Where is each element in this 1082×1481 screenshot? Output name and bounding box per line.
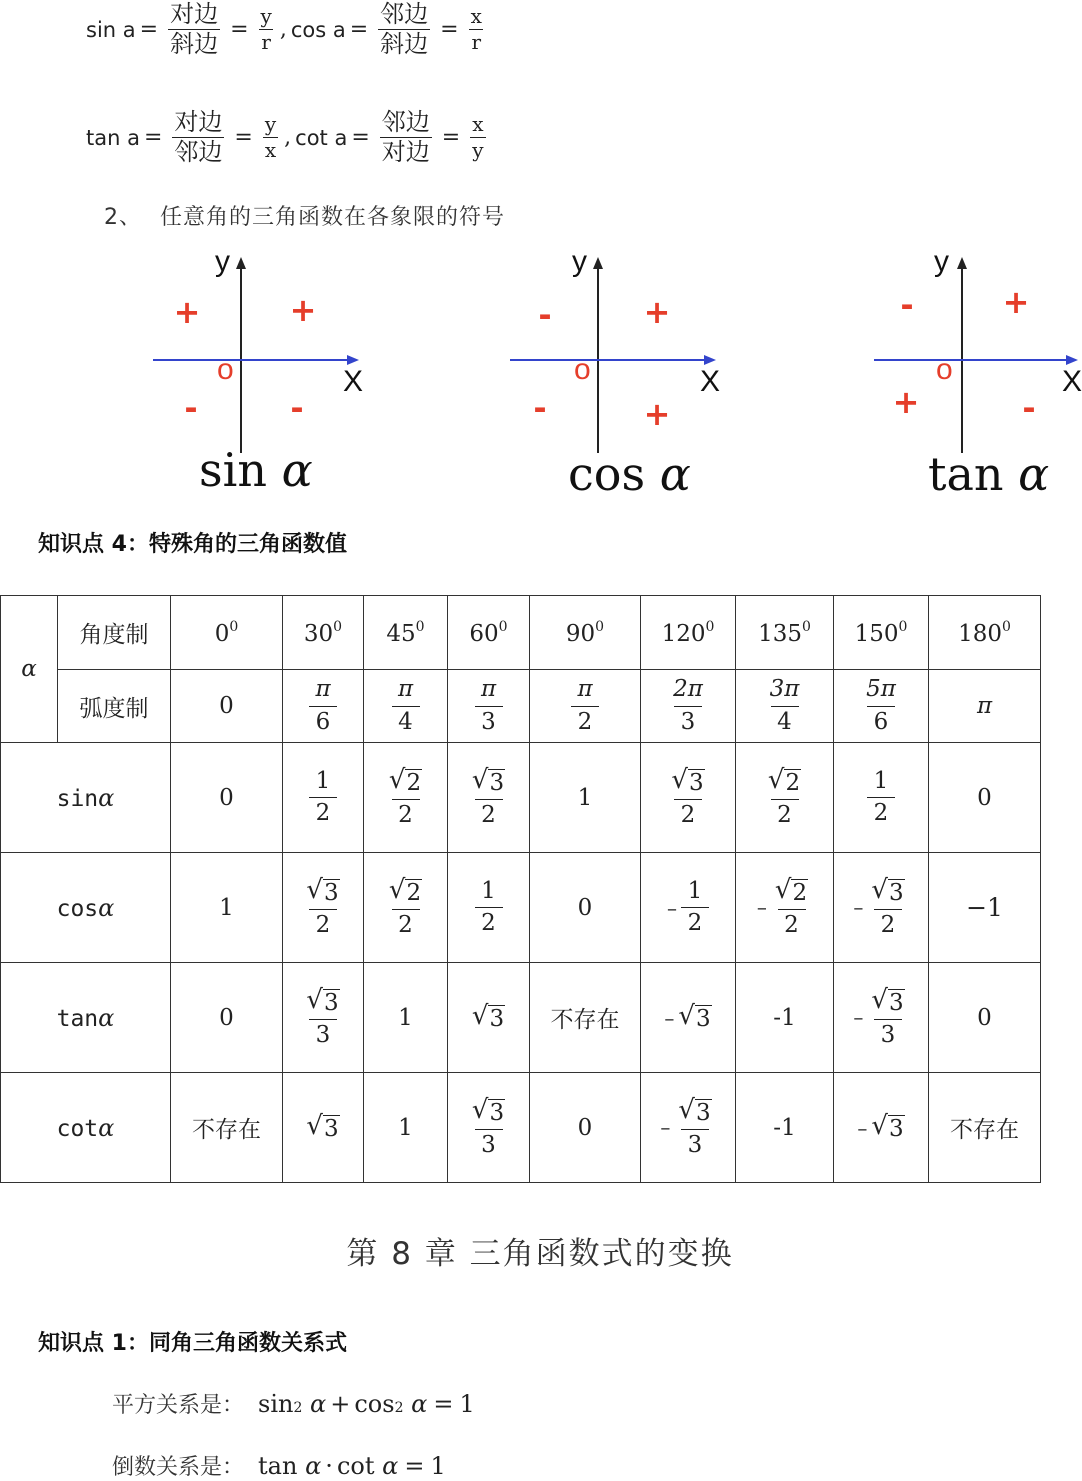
function-name: cos α [568, 447, 691, 501]
cot-row-label: cotα [1, 1073, 171, 1183]
definition-tan-cot: tan a = $\frac{\text{对边}}{\text{邻边}}$ = $\frac{y}{x}$ , cot a = $\frac{\text{邻边}}{\text{对边}}$ = $\frac{x}{y}$ [86, 108, 484, 167]
deg-150: $150^0$ [834, 596, 929, 670]
deg-0: $0^0$ [171, 596, 283, 670]
rad-135: $\frac{3\pi}{4}$ [736, 670, 834, 743]
reciprocal-relation: 倒数关系是： tan α · cot α = 1 [112, 1452, 446, 1480]
quadrant-4-sign: + [643, 395, 671, 433]
degree-label: 角度制 [58, 596, 171, 670]
cot-label: cot a [295, 125, 348, 150]
quadrant-4-sign: - [290, 389, 304, 427]
tan-180: 0 [929, 963, 1041, 1073]
origin-label: o [936, 353, 953, 386]
rad-90: $\frac{\pi}{2}$ [530, 670, 641, 743]
rad-0: 0 [171, 670, 283, 743]
ratio-adjacent-opposite: $\frac{\text{邻边}}{\text{对边}}$ [381, 108, 430, 167]
alpha-header: α [1, 596, 58, 743]
deg-135: $135^0$ [736, 596, 834, 670]
quadrant-1-sign: + [1002, 283, 1030, 321]
definition-sin-cos: sin a = $\frac{\text{对边}}{\text{斜边}}$ = $\frac{y}{r}$ , cos a = $\frac{\text{邻边}}{\text{斜边}}$ = $\frac{x}{r}$ [86, 0, 482, 59]
cot-row [1, 1073, 1041, 1183]
x-axis-label: X [700, 365, 721, 398]
quadrant-1-sign: + [643, 293, 671, 331]
x-axis-label: X [343, 365, 364, 398]
quadrant-2-sign: - [538, 296, 552, 334]
quadrant-3-sign: - [533, 389, 547, 427]
cot-120: – √ 3 3 [641, 1073, 736, 1183]
cos-label: cos a [290, 17, 346, 42]
square-relation: 平方关系是： sin 2 α + cos 2 α = 1 [112, 1390, 475, 1418]
sin-row [1, 743, 1041, 853]
ratio-y-x: $\frac{y}{x}$ [264, 112, 277, 163]
sin-0: 0 [171, 743, 283, 853]
tan-120: – √ 3 [641, 963, 736, 1073]
ratio-opposite-adjacent: $\frac{\text{对边}}{\text{邻边}}$ [174, 108, 223, 167]
cos-135: – √ 2 2 [736, 853, 834, 963]
cos-row [1, 853, 1041, 963]
quadrant-1-sign: + [289, 291, 317, 329]
ratio-adjacent-hypotenuse: $\frac{\text{邻边}}{\text{斜边}}$ [380, 0, 429, 59]
tan-90: 不存在 [530, 963, 641, 1073]
tan-sign-diagram [866, 243, 1080, 503]
sin-180: 0 [929, 743, 1041, 853]
quadrant-2-sign: - [900, 286, 914, 324]
function-name: tan α [928, 447, 1050, 501]
quadrant-2-sign: + [173, 293, 201, 331]
sin-135: √ 2 2 [736, 743, 834, 853]
y-axis-label: y [572, 245, 587, 278]
sin-sign-diagram [145, 243, 395, 503]
cos-60: $\frac{1}{2}$ [448, 853, 530, 963]
tan-60: √ 3 [448, 963, 530, 1073]
signs-section-heading: 2、 任意角的三角函数在各象限的符号 [104, 205, 506, 230]
cot-30: √ 3 [283, 1073, 364, 1183]
cot-135: -1 [736, 1073, 834, 1183]
quadrant-3-sign: - [184, 389, 198, 427]
tan-45: 1 [364, 963, 448, 1073]
radian-label: 弧度制 [58, 670, 171, 743]
tan-label: tan a [86, 125, 140, 150]
tan-30: √ 3 3 [283, 963, 364, 1073]
deg-90: $90^0$ [530, 596, 641, 670]
equals: = [139, 17, 159, 43]
rad-60: $\frac{\pi}{3}$ [448, 670, 530, 743]
cos-45: √ 2 2 [364, 853, 448, 963]
tan-0: 0 [171, 963, 283, 1073]
chapter-title: 第 8 章 三角函数式的变换 [346, 1236, 734, 1272]
cot-180: 不存在 [929, 1073, 1041, 1183]
tan-row-label: tanα [1, 963, 171, 1073]
cos-90: 0 [530, 853, 641, 963]
ratio-x-r: $\frac{x}{r}$ [470, 4, 482, 55]
ratio-y-r: $\frac{y}{r}$ [260, 4, 272, 55]
sin-label: sin a [86, 17, 136, 42]
sin-30: $\frac{1}{2}$ [283, 743, 364, 853]
special-angles-table [0, 595, 1041, 1183]
cos-150: – √ 3 2 [834, 853, 929, 963]
deg-30: $30^0$ [283, 596, 364, 670]
sin-45: √ 2 2 [364, 743, 448, 853]
tan-row [1, 963, 1041, 1073]
cot-0: 不存在 [171, 1073, 283, 1183]
function-name: sin α [199, 443, 313, 497]
knowledge-point-1-heading: 知识点 1：同角三角函数关系式 [38, 1331, 347, 1356]
x-axis-label: X [1062, 365, 1082, 398]
rad-30: $\frac{\pi}{6}$ [283, 670, 364, 743]
cot-90: 0 [530, 1073, 641, 1183]
cos-180: −1 [929, 853, 1041, 963]
knowledge-point-4-heading: 知识点 4：特殊角的三角函数值 [38, 532, 347, 557]
deg-180: $180^0$ [929, 596, 1041, 670]
cot-150: – √ 3 [834, 1073, 929, 1183]
y-axis-label: y [934, 245, 949, 278]
sin-row-label: sinα [1, 743, 171, 853]
quadrant-4-sign: - [1022, 389, 1036, 427]
cos-30: √ 3 2 [283, 853, 364, 963]
cot-60: √ 3 3 [448, 1073, 530, 1183]
quadrant-3-sign: + [892, 383, 920, 421]
deg-60: $60^0$ [448, 596, 530, 670]
rad-120: $\frac{2\pi}{3}$ [641, 670, 736, 743]
rad-150: $\frac{5\pi}{6}$ [834, 670, 929, 743]
tan-135: -1 [736, 963, 834, 1073]
ratio-opposite-hypotenuse: $\frac{\text{对边}}{\text{斜边}}$ [170, 0, 219, 59]
ratio-x-y: $\frac{x}{y}$ [472, 112, 484, 163]
degree-row [1, 596, 1041, 670]
y-axis-label: y [215, 245, 230, 278]
sin-90: 1 [530, 743, 641, 853]
cos-sign-diagram [502, 243, 752, 503]
origin-label: o [217, 353, 234, 386]
sin-120: √ 3 2 [641, 743, 736, 853]
deg-45: $45^0$ [364, 596, 448, 670]
deg-120: $120^0$ [641, 596, 736, 670]
tan-150: – √ 3 3 [834, 963, 929, 1073]
cos-row-label: cosα [1, 853, 171, 963]
cos-0: 1 [171, 853, 283, 963]
sin-60: √ 3 2 [448, 743, 530, 853]
rad-180: π [929, 670, 1041, 743]
cos-120: – $\frac{1}{2}$ [641, 853, 736, 963]
cot-45: 1 [364, 1073, 448, 1183]
rad-45: $\frac{\pi}{4}$ [364, 670, 448, 743]
radian-row [1, 670, 1041, 743]
sin-150: $\frac{1}{2}$ [834, 743, 929, 853]
origin-label: o [574, 353, 591, 386]
